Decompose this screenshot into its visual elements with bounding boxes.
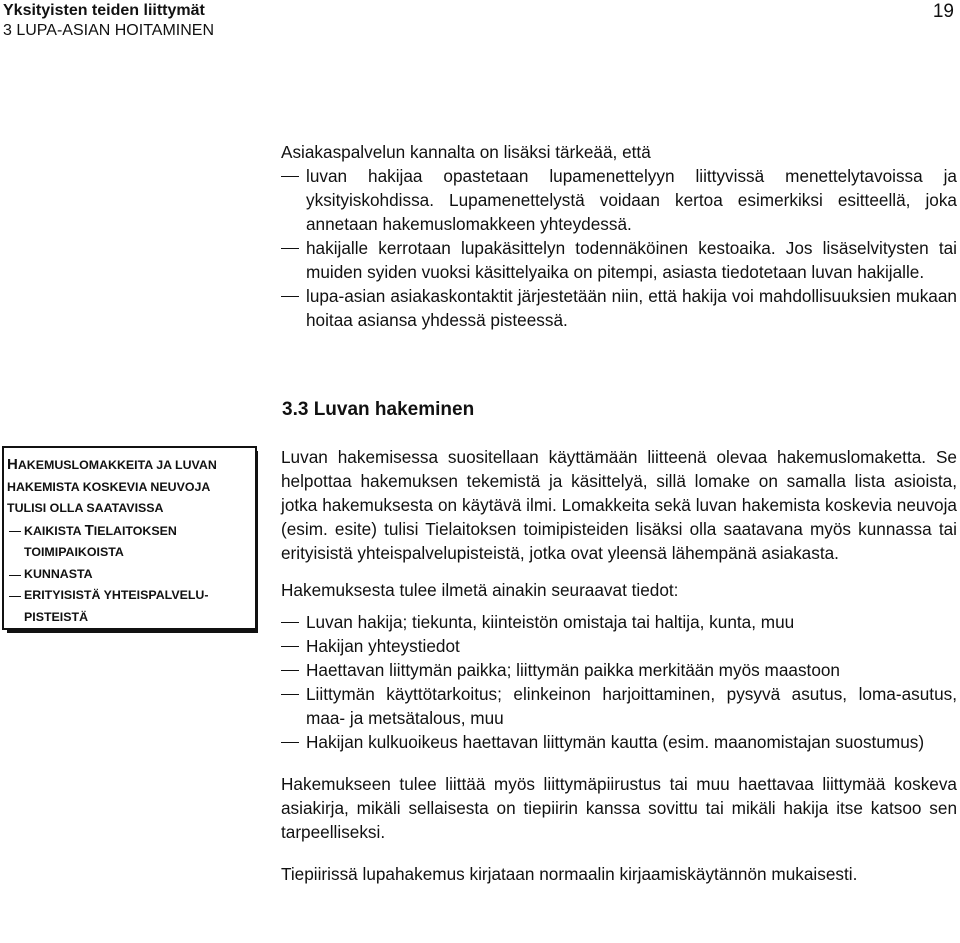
sidebox-item: ERITYISISTÄ YHTEISPALVELU- [7,585,252,607]
paragraph: Luvan hakemisessa suositellaan käyttämään liitteenä olevaa hakemuslomaketta. Se helpottaa hakemuksen tekemistä ja käsittelyä, sillä lomake on samalla lista asioista, jotka hakemuksesta on käytävä ilmi. Lomakkeita sekä luvan hakemista koskevia neuvoja (esim. esite) tulisi Tielaitoksen toimipisteiden lisäksi olla saatavana myös kunnassa tai erityisistä yhteispalvelupisteistä, jotka ovat yleensä lähempänä asiakasta. [281,447,957,563]
sidebox-line: TULISI OLLA SAATAVISSA [7,501,164,515]
sidebox-line: HAKEMISTA KOSKEVIA NEUVOJA [7,479,211,494]
paragraph: Tiepiirissä lupahakemus kirjataan normaalin kirjaamiskäytännön mukaisesti. [281,864,858,884]
paragraph: Hakemukseen tulee liittää myös liittymäpiirustus tai muu haettavaa liittymää koskeva asiakirja, mikäli sellaisesta on tiepiirin kanssa sovittu tai mikäli hakija itse katsoo sen tarpeelliseksi. [281,774,957,842]
intro-section [281,140,957,332]
intro-lead: Asiakaspalvelun kannalta on lisäksi tärkeää, että [281,142,651,162]
sidebox-item: KUNNASTA [7,564,252,586]
list-item: Hakijan kulkuoikeus haettavan liittymän kautta (esim. maanomistajan suostumus) [281,730,957,754]
sidebox-item: KAIKISTA TIELAITOKSEN [7,520,252,543]
intro-item: hakijalle kerrotaan lupakäsittelyn todennäköinen kestoaika. Jos lisäselvitysten tai muiden syiden vuoksi käsittelyaika on pitempi, asiasta tiedotetaan luvan hakijalle. [281,236,957,284]
main-content [281,445,957,886]
running-title: Yksityisten teiden liittymät [3,2,205,19]
intro-item: lupa-asian asiakaskontaktit järjestetään niin, että hakija voi mahdollisuuksien mukaan hoitaa asiansa yhdessä pisteessä. [281,284,957,332]
list-item: Haettavan liittymän paikka; liittymän paikka merkitään myös maastoon [281,658,957,682]
sidebox-line: TOIMIPAIKOISTA [24,545,124,559]
chapter-title: 3 LUPA-ASIAN HOITAMINEN [3,22,214,39]
paragraph: Hakemuksesta tulee ilmetä ainakin seuraavat tiedot: [281,580,679,600]
page-number: 19 [932,1,954,22]
section-heading: 3.3 Luvan hakeminen [282,399,475,420]
intro-item: luvan hakijaa opastetaan lupamenettelyyn liittyvissä menettelytavoissa ja yksityiskohdissa. Lupamenettelystä voidaan kertoa esimerkiksi esitteellä, joka annetaan hakemuslomakkeen yhteydessä. [281,164,957,236]
sidebox-line: PISTEISTÄ [24,609,89,624]
sidebox-line: HAKEMUSLOMAKKEITA JA LUVAN [7,456,217,473]
list-item: Liittymän käyttötarkoitus; elinkeinon harjoittaminen, pysyvä asutus, loma-asutus, maa- ja metsätalous, muu [281,682,957,730]
margin-note-box [2,446,257,630]
page-header [0,0,960,50]
list-item: Hakijan yhteystiedot [281,634,957,658]
list-item: Luvan hakija; tiekunta, kiinteistön omistaja tai haltija, kunta, muu [281,610,957,634]
